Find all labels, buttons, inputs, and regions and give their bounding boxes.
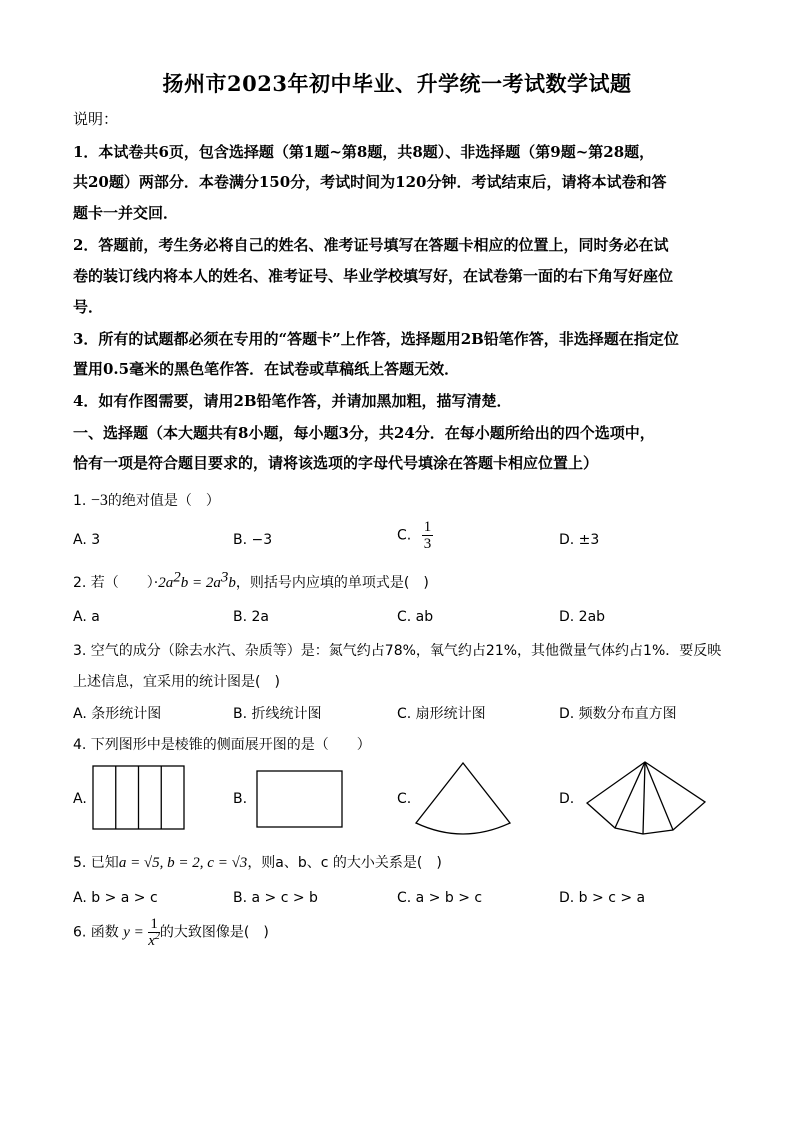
fraction bbox=[422, 519, 434, 552]
note-line: 4．如有作图需要，请用2B铅笔作答，并请加黑加粗，描写清楚． bbox=[73, 392, 512, 410]
math-expression: b = 2a bbox=[180, 575, 221, 591]
option-c bbox=[397, 519, 433, 552]
option-a: A. b > a > c bbox=[73, 890, 158, 906]
option-c: C. a > b > c bbox=[397, 890, 483, 906]
denominator-base: x bbox=[148, 933, 155, 949]
option-c: C. bbox=[397, 791, 412, 807]
numerator: 1 bbox=[423, 519, 432, 535]
option-d: D. 2ab bbox=[559, 609, 606, 625]
note-line: 1．本试卷共6页，包含选择题（第1题~第8题，共8题）、非选择题（第9题~第28题， bbox=[73, 143, 655, 161]
math-expression: −3 bbox=[90, 492, 108, 509]
figure-a-rectangles bbox=[92, 765, 186, 831]
option-d: D. 频数分布直方图 bbox=[559, 706, 677, 722]
question-number: 1. bbox=[73, 493, 87, 509]
option-a: A. 条形统计图 bbox=[73, 706, 162, 722]
note-line: 号． bbox=[73, 298, 104, 316]
math-expression: y = bbox=[123, 924, 144, 941]
option-b: B. a > c > b bbox=[233, 890, 318, 906]
option-d: D. ±3 bbox=[559, 532, 600, 548]
figure-b-rectangle bbox=[256, 770, 344, 829]
note-line: 2．答题前，考生务必将自己的姓名、准考证号填写在答题卡相应的位置上，同时务必在试 bbox=[73, 236, 669, 254]
page-title: 扬州市2023年初中毕业、升学统一考试数学试题 bbox=[162, 71, 632, 96]
option-c: C. 扇形统计图 bbox=[397, 706, 486, 722]
option-b: B. −3 bbox=[233, 532, 273, 548]
note-line: 卷的装订线内将本人的姓名、准考证号、毕业学校填写好，在试卷第一面的右下角写好座位 bbox=[73, 267, 674, 285]
note-line: 共20题）两部分．本卷满分150分，考试时间为120分钟．考试结束后，请将本试卷和答 bbox=[73, 173, 667, 191]
question-text: 6. 函数 bbox=[73, 924, 119, 941]
denominator: 3 bbox=[423, 536, 432, 552]
question-1 bbox=[73, 490, 220, 510]
notes-heading: 说明： bbox=[73, 110, 119, 128]
question-6 bbox=[73, 916, 269, 949]
math-expression: a = √5, b = 2, c = √3 bbox=[118, 855, 248, 871]
rectangle bbox=[257, 771, 342, 827]
sector-shape bbox=[416, 763, 510, 834]
edge-line bbox=[643, 762, 645, 834]
numerator: 1 bbox=[148, 916, 160, 933]
outline bbox=[587, 762, 705, 834]
question-text: 2. 若（ ）· bbox=[73, 575, 159, 591]
figure-d-triangles bbox=[577, 760, 712, 836]
exponent: 2 bbox=[173, 569, 181, 586]
option-label: C. bbox=[397, 527, 412, 544]
section-heading: 一、选择题（本大题共有8小题，每小题3分，共24分．在每小题所给出的四个选项中， bbox=[73, 424, 655, 442]
option-b: B. bbox=[233, 791, 248, 807]
question-3-line: 3. 空气的成分（除去水汽、杂质等）是：氮气约占78%，氧气约占21%，其他微量气体约占1%．要反映 bbox=[73, 643, 722, 659]
note-line: 3．所有的试题都必须在专用的“答题卡”上作答，选择题用2B铅笔作答，非选择题在指定位 bbox=[73, 330, 679, 348]
exponent: 2 bbox=[154, 931, 160, 942]
denominator bbox=[148, 933, 160, 949]
note-line: 置用0.5毫米的黑色笔作答．在试卷或草稿纸上答题无效． bbox=[73, 360, 460, 378]
option-a: A. a bbox=[73, 609, 100, 625]
option-d: D. bbox=[559, 791, 575, 807]
section-heading: 恰有一项是符合题目要求的，请将该选项的字母代号填涂在答题卡相应位置上） bbox=[73, 454, 599, 472]
question-text: 5. 已知 bbox=[73, 855, 119, 871]
question-text: 的大致图像是( ) bbox=[159, 924, 269, 941]
math-expression: 2a bbox=[158, 575, 174, 591]
option-a: A. 3 bbox=[73, 532, 101, 548]
option-d: D. b > c > a bbox=[559, 890, 646, 906]
question-text: ，则括号内应填的单项式是( ) bbox=[235, 575, 429, 591]
edge-line bbox=[645, 762, 673, 830]
option-b: B. 2a bbox=[233, 609, 269, 625]
option-a: A. bbox=[73, 791, 87, 807]
math-expression: b bbox=[228, 575, 236, 591]
option-c: C. ab bbox=[397, 609, 434, 625]
question-2 bbox=[73, 569, 429, 592]
fraction bbox=[148, 916, 160, 949]
note-line: 题卡一并交回． bbox=[73, 204, 179, 222]
question-4: 4. 下列图形中是棱锥的侧面展开图的是（ ） bbox=[73, 737, 371, 753]
question-text: ，则a、b、c 的大小关系是( ) bbox=[247, 855, 442, 871]
question-3-line: 上述信息，宜采用的统计图是( ) bbox=[73, 674, 280, 690]
question-5 bbox=[73, 852, 442, 872]
figure-c-sector bbox=[413, 762, 513, 838]
exponent: 3 bbox=[220, 569, 229, 586]
option-b: B. 折线统计图 bbox=[233, 706, 322, 722]
question-text: 的绝对值是（ ） bbox=[107, 493, 220, 509]
